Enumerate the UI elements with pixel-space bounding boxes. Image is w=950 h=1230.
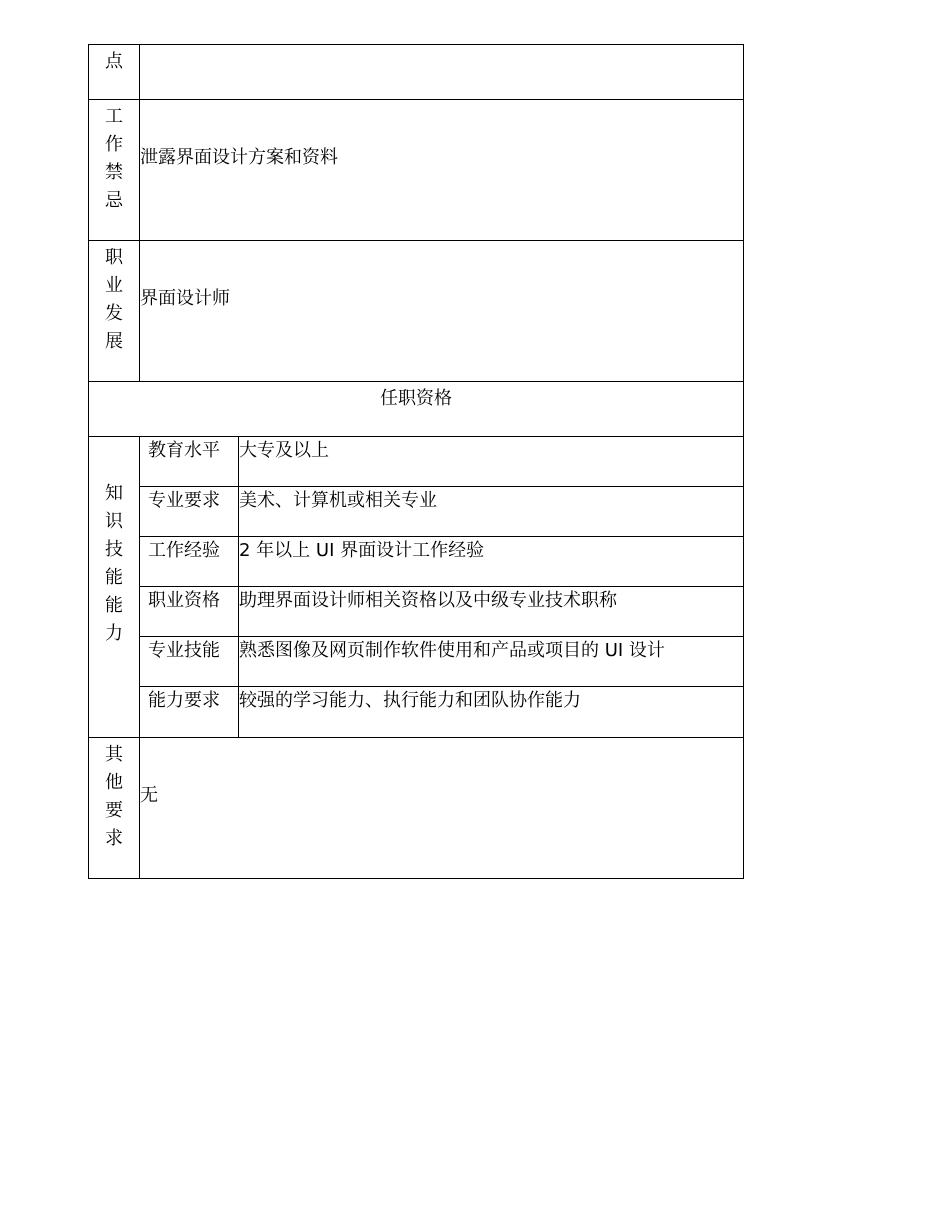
section-title: 任职资格 bbox=[89, 382, 744, 437]
other-label bbox=[89, 738, 140, 879]
knowledge-item-value: 助理界面设计师相关资格以及中级专业技术职称 bbox=[239, 587, 744, 637]
knowledge-item-name: 教育水平 bbox=[140, 437, 239, 487]
row-section-title bbox=[89, 382, 744, 437]
knowledge-label-char: 力 bbox=[105, 622, 123, 644]
row-career bbox=[89, 241, 744, 382]
point-label-char: 点 bbox=[105, 51, 123, 72]
knowledge-label bbox=[89, 437, 140, 738]
career-label bbox=[89, 241, 140, 382]
other-label-char: 求 bbox=[105, 828, 123, 849]
career-value: 界面设计师 bbox=[140, 241, 744, 382]
row-taboo bbox=[89, 100, 744, 241]
knowledge-item-value: 美术、计算机或相关专业 bbox=[239, 487, 744, 537]
career-label-char: 发 bbox=[105, 303, 123, 324]
other-label-char: 其 bbox=[105, 744, 123, 765]
knowledge-item-name: 职业资格 bbox=[140, 587, 239, 637]
knowledge-label-char: 知 bbox=[105, 482, 123, 504]
taboo-label-char: 禁 bbox=[105, 162, 123, 183]
taboo-label-char: 忌 bbox=[105, 190, 123, 211]
knowledge-label-char: 能 bbox=[105, 566, 123, 588]
knowledge-row bbox=[89, 637, 744, 687]
taboo-label-char: 工 bbox=[105, 106, 123, 127]
knowledge-item-value: 2 年以上 UI 界面设计工作经验 bbox=[239, 537, 744, 587]
knowledge-label-char: 识 bbox=[105, 510, 123, 532]
knowledge-row bbox=[89, 687, 744, 738]
point-value bbox=[140, 45, 744, 100]
knowledge-item-value: 较强的学习能力、执行能力和团队协作能力 bbox=[239, 687, 744, 738]
knowledge-item-name: 专业技能 bbox=[140, 637, 239, 687]
knowledge-item-value: 大专及以上 bbox=[239, 437, 744, 487]
knowledge-item-name: 专业要求 bbox=[140, 487, 239, 537]
other-label-char: 他 bbox=[105, 772, 123, 793]
job-description-table bbox=[88, 44, 744, 879]
career-label-char: 业 bbox=[105, 275, 123, 296]
taboo-value: 泄露界面设计方案和资料 bbox=[140, 100, 744, 241]
row-other bbox=[89, 738, 744, 879]
knowledge-row bbox=[89, 587, 744, 637]
knowledge-item-name: 能力要求 bbox=[140, 687, 239, 738]
knowledge-item-name: 工作经验 bbox=[140, 537, 239, 587]
taboo-label bbox=[89, 100, 140, 241]
knowledge-row bbox=[89, 487, 744, 537]
knowledge-row bbox=[89, 537, 744, 587]
other-label-char: 要 bbox=[105, 800, 123, 821]
other-value: 无 bbox=[140, 738, 744, 879]
knowledge-label-char: 技 bbox=[105, 538, 123, 560]
knowledge-item-value: 熟悉图像及网页制作软件使用和产品或项目的 UI 设计 bbox=[239, 637, 744, 687]
knowledge-label-char: 能 bbox=[105, 594, 123, 616]
knowledge-row bbox=[89, 437, 744, 487]
point-label bbox=[89, 45, 140, 100]
row-point bbox=[89, 45, 744, 100]
taboo-label-char: 作 bbox=[105, 134, 123, 155]
career-label-char: 职 bbox=[105, 247, 123, 268]
career-label-char: 展 bbox=[105, 331, 123, 352]
